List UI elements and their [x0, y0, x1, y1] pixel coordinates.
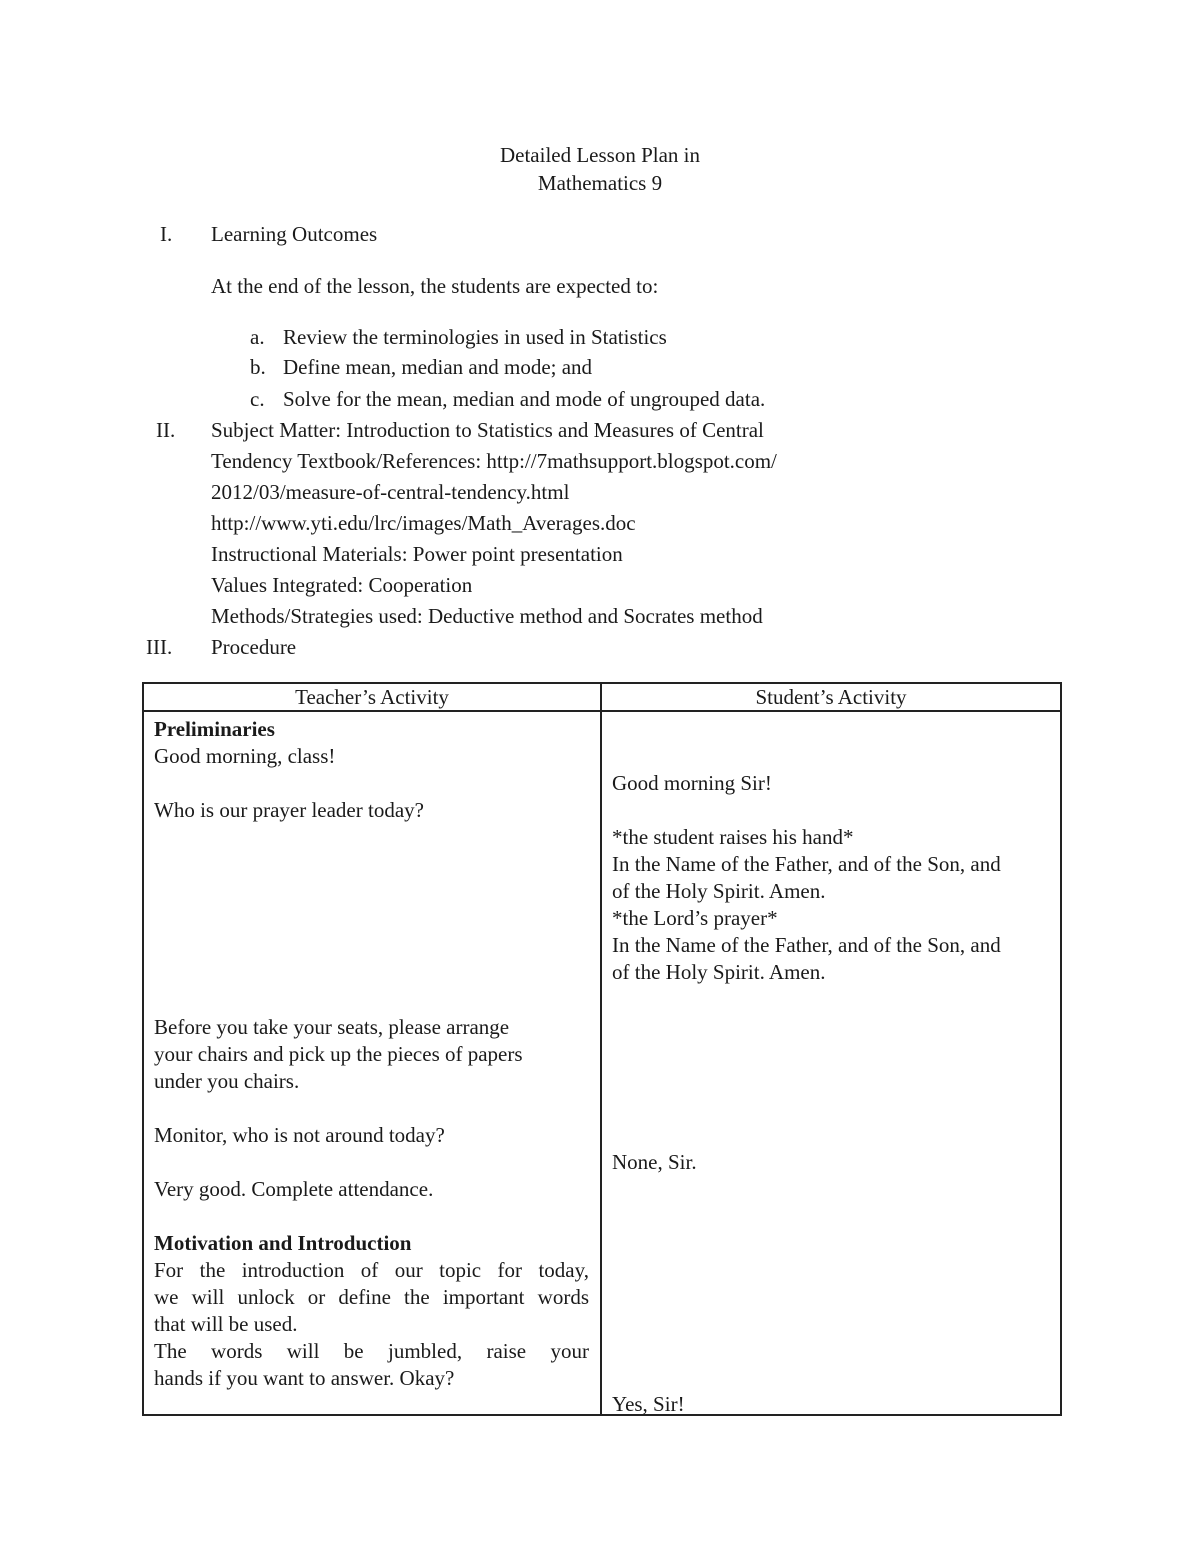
student-line: of the Holy Spirit. Amen. — [612, 960, 826, 984]
objective-text: Define mean, median and mode; and — [283, 355, 593, 379]
teacher-line: that will be used. — [154, 1312, 298, 1336]
student-line: In the Name of the Father, and of the Son, and — [612, 933, 1001, 957]
methods-line: Methods/Strategies used: Deductive method and Socrates method — [211, 604, 763, 628]
table-row — [143, 711, 1061, 1415]
teacher-line: your chairs and pick up the pieces of papers — [154, 1042, 523, 1066]
preliminaries-heading: Preliminaries — [154, 717, 275, 741]
student-activity-cell — [601, 711, 1061, 1415]
student-line: In the Name of the Father, and of the Son, and — [612, 852, 1001, 876]
student-line: of the Holy Spirit. Amen. — [612, 879, 826, 903]
section1-numeral: I. — [160, 222, 173, 246]
teacher-line: Good morning, class! — [154, 744, 336, 768]
objective-letter: b. — [250, 355, 266, 379]
references-line: Tendency Textbook/References: http://7mathsupport.blogspot.com/ — [211, 449, 777, 473]
document-title-line1: Detailed Lesson Plan in — [499, 143, 701, 167]
teacher-line: hands if you want to answer. Okay? — [154, 1366, 455, 1390]
section3-numeral: III. — [146, 635, 173, 659]
subject-matter-line: Subject Matter: Introduction to Statistics and Measures of Central — [211, 418, 764, 442]
student-line: Yes, Sir! — [612, 1392, 685, 1416]
teacher-line: under you chairs. — [154, 1069, 300, 1093]
objective-text: Solve for the mean, median and mode of ungrouped data. — [283, 387, 766, 411]
materials-line: Instructional Materials: Power point presentation — [211, 542, 623, 566]
teacher-line: Before you take your seats, please arrange — [154, 1015, 510, 1039]
teacher-line: The words will be jumbled, raise your — [154, 1339, 589, 1363]
motivation-heading: Motivation and Introduction — [154, 1231, 412, 1255]
student-line: None, Sir. — [612, 1150, 697, 1174]
document-title-line2: Mathematics 9 — [537, 171, 663, 195]
teacher-line: Who is our prayer leader today? — [154, 798, 424, 822]
section3-heading: Procedure — [211, 635, 297, 659]
references-line: 2012/03/measure-of-central-tendency.html — [211, 480, 570, 504]
teacher-activity-cell — [143, 711, 601, 1415]
student-line: *the Lord’s prayer* — [612, 906, 778, 930]
teacher-line: Monitor, who is not around today? — [154, 1123, 445, 1147]
objective-text: Review the terminologies in used in Statistics — [283, 325, 667, 349]
values-line: Values Integrated: Cooperation — [211, 573, 473, 597]
student-activity-header: Student’s Activity — [601, 683, 1061, 711]
section1-intro: At the end of the lesson, the students are expected to: — [211, 274, 659, 298]
student-line: Good morning Sir! — [612, 771, 772, 795]
section1-heading: Learning Outcomes — [211, 222, 378, 246]
objective-letter: c. — [250, 387, 265, 411]
student-line: *the student raises his hand* — [612, 825, 854, 849]
procedure-table — [142, 682, 1062, 1416]
objective-letter: a. — [250, 325, 265, 349]
table-header-row — [143, 683, 1061, 711]
teacher-line: we will unlock or define the important words — [154, 1285, 589, 1309]
section2-numeral: II. — [156, 418, 176, 442]
teacher-activity-header: Teacher’s Activity — [143, 683, 601, 711]
references-line: http://www.yti.edu/lrc/images/Math_Averages.doc — [211, 511, 636, 535]
teacher-line: For the introduction of our topic for today, — [154, 1258, 589, 1282]
teacher-line: Very good. Complete attendance. — [154, 1177, 434, 1201]
